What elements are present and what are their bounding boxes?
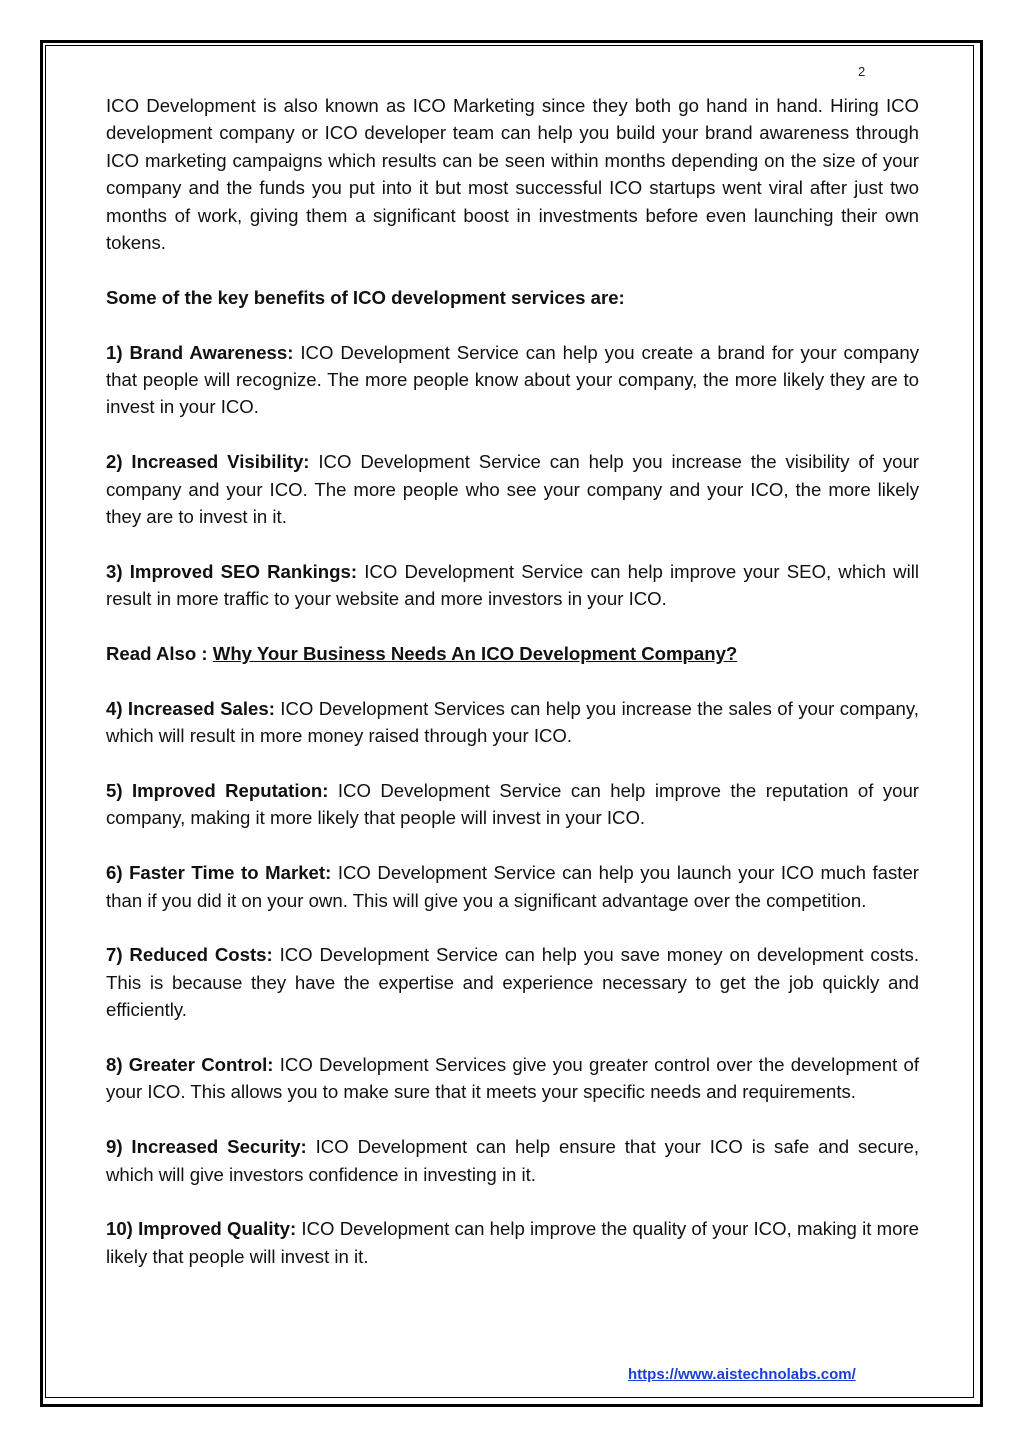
benefit-title: 4) Increased Sales: [106, 697, 275, 719]
benefits-heading: Some of the key benefits of ICO development services are: [106, 286, 625, 308]
benefit-title: 10) Improved Quality: [106, 1218, 297, 1240]
benefit-item [106, 1051, 919, 1106]
benefit-text: ICO Development can help improve the quality of your ICO, making it more likely that people will invest in it. [106, 1218, 919, 1267]
benefit-item [106, 558, 919, 613]
benefit-title: 8) Greater Control: [106, 1054, 274, 1076]
benefit-title: 9) Increased Security: [106, 1136, 307, 1158]
benefit-item [106, 448, 919, 530]
benefit-text: ICO Development Service can help you save money on development costs. This is because they have the expertise and experience necessary to get the job quickly and efficiently. [106, 944, 919, 1021]
benefit-title: 5) Improved Reputation: [106, 780, 329, 802]
read-also-link[interactable]: Why Your Business Needs An ICO Development Company? [212, 643, 738, 665]
benefit-text: ICO Development Service can help improve the reputation of your company, making it more likely that people will invest in your ICO. [106, 780, 919, 829]
read-also-label: Read Also : [106, 643, 213, 665]
intro-paragraph: ICO Development is also known as ICO Marketing since they both go hand in hand. Hiring ICO development company or ICO developer team can help you build your brand awareness through ICO marketing campaigns which results can be seen within months depending on the size of your company and the funds you put into it but most successful ICO startups went viral after just two months of work, giving them a significant boost in investments before even launching their own tokens. [106, 95, 919, 254]
benefit-item [106, 339, 919, 421]
document-body [106, 92, 919, 1270]
benefit-title: 3) Improved SEO Rankings: [106, 560, 358, 582]
benefit-title: 1) Brand Awareness: [106, 341, 294, 363]
benefit-item [106, 1133, 919, 1188]
footer-website-link[interactable]: https://www.aistechnolabs.com/ [628, 1366, 856, 1383]
benefit-title: 2) Increased Visibility: [106, 451, 310, 473]
page-number: 2 [858, 64, 866, 79]
benefit-item [106, 777, 919, 832]
benefit-text: ICO Development Service can help improve your SEO, which will result in more traffic to your website and more investors in your ICO. [106, 560, 919, 610]
benefit-item [106, 859, 919, 914]
benefit-text: ICO Development Service can help you launch your ICO much faster than if you did it on your own. This will give you a significant advantage over the competition. [106, 862, 920, 911]
benefit-title: 6) Faster Time to Market: [106, 862, 332, 884]
read-also [106, 640, 919, 667]
benefit-item [106, 695, 919, 750]
benefit-text: ICO Development Service can help you create a brand for your company that people will recognize. The more people know about your company, the more likely they are to invest in your ICO. [106, 341, 919, 418]
benefit-text: ICO Development can help ensure that your ICO is safe and secure, which will give investors confidence in investing in it. [106, 1136, 919, 1185]
benefit-text: ICO Development Services give you greater control over the development of your ICO. This allows you to make sure that it meets your specific needs and requirements. [106, 1054, 919, 1103]
benefit-text: ICO Development Service can help you increase the visibility of your company and your ICO. The more people who see your company and your ICO, the more likely they are to invest in it. [106, 451, 919, 528]
benefit-title: 7) Reduced Costs: [106, 944, 273, 966]
benefit-text: ICO Development Services can help you increase the sales of your company, which will result in more money raised through your ICO. [106, 697, 919, 747]
benefit-item [106, 1215, 919, 1270]
benefit-item [106, 941, 919, 1023]
